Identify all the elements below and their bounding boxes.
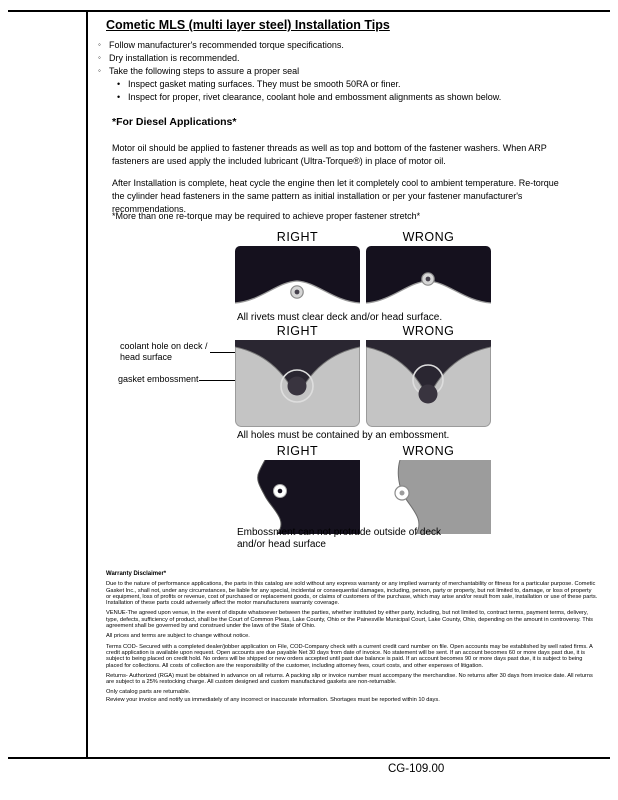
hollow-bullet-icon: ◦: [98, 53, 101, 62]
border-left-line: [86, 10, 88, 758]
rivets-caption: All rivets must clear deck and/or head surface.: [237, 312, 443, 323]
tip-sub-item: [117, 90, 501, 103]
holes-caption: All holes must be contained by an embossment.: [237, 430, 450, 441]
solid-bullet-icon: •: [117, 91, 121, 102]
retorque-note: *More than one re-torque may be required to achieve proper fastener stretch*: [112, 211, 421, 221]
gasket-embossment-annotation: gasket embossment: [118, 374, 199, 384]
disclaimer-paragraph: Terms COD- Secured with a completed dealer/jobber application on File, COD-Company check with a current credit card number on file. Open accounts may be established by well rated firms. A credit application is available upon request. Open accounts are due payable Net 30 days from date of invoice. No statement will be sent. If an account becomes 60 or more days past due, it is subject to being placed on credit hold. No orders will be shipped or new orders accepted until past due balance is paid. If an account becomes 90 or more days past due, it is subject to being placed for collections. All costs of collection are the responsibility of the customer, including attorney fees, court costs, and other expenses of litigation.: [106, 643, 593, 669]
wrong-label: WRONG: [402, 444, 455, 458]
right-label: RIGHT: [276, 230, 319, 244]
disclaimer-paragraph: Returns- Authorized (RGA) must be obtained in advance on all returns. A packing slip or invoice number must accompany the merchandise. No returns after 30 days from invoice date. All returns are subject to a 25% restocking charge. All custom designed and custom manufactured gaskets are non-returnable.: [106, 672, 593, 686]
border-top-line: [8, 10, 610, 12]
holes-wrong-cell: [366, 324, 491, 427]
disclaimer-paragraph: Review your invoice and notify us immediately of any incorrect or inaccurate information. Shortages must be reported within 10 days.: [106, 696, 440, 703]
tips-list: [98, 38, 501, 103]
holes-right-diagram: [235, 340, 360, 427]
tip-item: [98, 51, 501, 64]
tip-sub-text: Inspect for proper, rivet clearance, coolant hole and embossment alignments as shown below.: [128, 91, 502, 102]
catalog-code: CG-109.00: [388, 763, 445, 775]
disclaimer-heading: Warranty Disclaimer*: [106, 571, 167, 577]
disclaimer-paragraph: All prices and terms are subject to change without notice.: [106, 633, 250, 640]
tip-text: Take the following steps to assure a proper seal: [109, 65, 300, 76]
tip-sub-item: [117, 77, 501, 90]
diesel-paragraph-2: After Installation is complete, heat cycle the engine then let it completely cool to ambient temperature. Re-torque the cylinder head fasteners in the same pattern as initial installation or per your fastener manufacturer's recommendations.: [112, 178, 559, 214]
holes-wrong-diagram: [366, 340, 491, 427]
embossment-wrong-diagram: [366, 460, 491, 534]
warranty-disclaimer: [106, 571, 598, 707]
tip-sub-text: Inspect gasket mating surfaces. They must be smooth 50RA or finer.: [128, 78, 401, 89]
embossment-caption: Embossment can not protrude outside of deck and/or head surface: [237, 527, 442, 550]
page-title: Cometic MLS (multi layer steel) Installation Tips: [106, 18, 390, 32]
tip-item: [98, 64, 501, 77]
holes-right-cell: [235, 324, 360, 427]
border-bottom-line: [8, 757, 610, 759]
embossment-right-cell: [235, 444, 360, 534]
tip-text: Dry installation is recommended.: [109, 52, 240, 63]
diesel-applications-heading: *For Diesel Applications*: [112, 116, 237, 128]
embossment-wrong-cell: [366, 444, 491, 534]
right-label: RIGHT: [276, 444, 319, 458]
disclaimer-paragraph: VENUE-The agreed upon venue, in the event of dispute whatsoever between the parties, whether instituted by either party, including, but not limited to, contract terms, payment terms, delivery, type, defects, sufficiency of product, shall be the Court of Common Pleas, Lake County, Ohio or the Painesville Municipal Court, Lake County, Ohio, depending on the amount in controversy. This agreement shall be governed by and construed under the laws of the State of Ohio.: [106, 610, 593, 630]
right-label: RIGHT: [276, 324, 319, 338]
tip-text: Follow manufacturer's recommended torque specifications.: [109, 39, 344, 50]
rivet-wrong-diagram: [366, 246, 491, 310]
disclaimer-paragraph: Due to the nature of performance applications, the parts in this catalog are sold without any express warranty or any implied warranty of merchantability or fitness for a particular purpose. Cometic Gasket Inc., shall not, under any circumstances, be liable for any special, incidental or consequential damages, including, person, party or property, but not limited to, damage, or loss of property or equipment, loss of profits or revenue, cost of purchased or replacement goods, or claims of customers of the purchase, which may arise and/or result from sale, installation or use of these parts. Installation of these parts could adversely affect the motor manufacturers warranty coverage.: [106, 581, 598, 607]
disclaimer-paragraph: Only catalog parts are returnable.: [106, 689, 191, 696]
rivet-right-diagram: [235, 246, 360, 310]
diesel-paragraph-1: Motor oil should be applied to fastener threads as well as top and bottom of the fastener washers. When ARP fasteners are used apply the included lubricant (Ultra-Torque®) in place of motor oil.: [112, 143, 547, 166]
hollow-bullet-icon: ◦: [98, 40, 101, 49]
rivets-right-cell: [235, 230, 360, 310]
solid-bullet-icon: •: [117, 78, 121, 89]
coolant-hole-annotation: coolant hole on deck / head surface: [120, 341, 208, 362]
tip-item: [98, 38, 501, 51]
embossment-right-diagram: [235, 460, 360, 534]
wrong-label: WRONG: [402, 324, 455, 338]
wrong-label: WRONG: [402, 230, 455, 244]
hollow-bullet-icon: ◦: [98, 66, 101, 75]
rivets-wrong-cell: [366, 230, 491, 310]
